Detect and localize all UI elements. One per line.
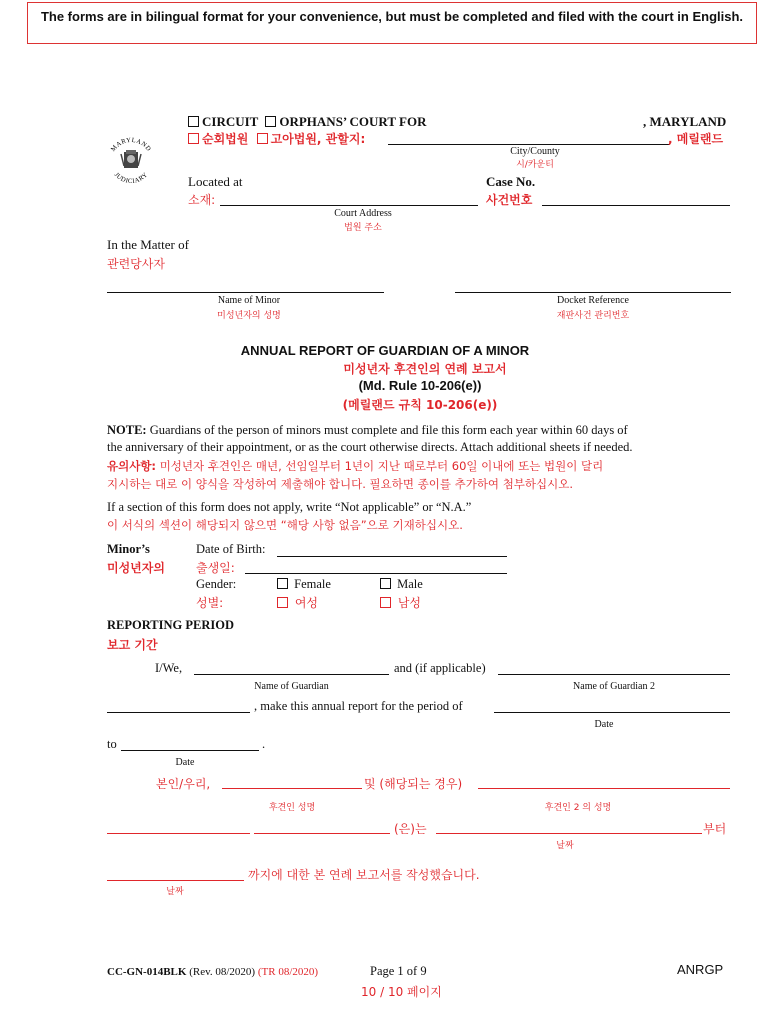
gender-label-ko: 성별: — [196, 596, 224, 610]
circuit-label-ko: 순회법원 — [202, 132, 249, 146]
period-end-date-caption-ko: 날짜 — [166, 887, 184, 897]
male-option[interactable] — [380, 577, 423, 592]
form-rule-ko: (메릴랜드 규칙 10-206(e)) — [342, 398, 498, 412]
name-of-minor-caption: Name of Minor — [217, 295, 281, 306]
to-label: to — [107, 737, 117, 751]
period-start-date-field-line-ko[interactable] — [436, 833, 702, 834]
orphans-court-checkbox[interactable] — [265, 116, 276, 127]
minors-label: Minor’s — [107, 542, 150, 556]
female-label-ko: 여성 — [294, 596, 319, 610]
docket-reference-field-line[interactable] — [455, 292, 731, 293]
male-option-ko[interactable] — [380, 594, 421, 611]
city-county-caption: City/County — [510, 146, 560, 157]
in-the-matter-label-ko: 관련당사자 — [107, 257, 165, 271]
period-end-date-field-line-ko[interactable] — [107, 880, 244, 881]
male-label: Male — [397, 577, 423, 591]
maryland-judiciary-seal-icon — [103, 132, 159, 188]
name-of-guardian-caption: Name of Guardian — [254, 681, 329, 692]
circuit-court-checkbox[interactable] — [188, 116, 199, 127]
county-field-line[interactable] — [388, 144, 670, 145]
female-checkbox[interactable] — [277, 578, 288, 589]
docket-reference-caption: Docket Reference — [557, 295, 629, 306]
note-text-1: Guardians of the person of minors must complete and file this form each year within 60 days of — [149, 423, 628, 437]
female-option-ko[interactable] — [277, 594, 318, 611]
seal-top-text: MARYLAND — [109, 136, 153, 153]
male-checkbox-ko[interactable] — [380, 597, 391, 608]
orphans-court-label-ko: 고아법원, 관할지: — [270, 132, 366, 146]
eun-label-ko: (은)는 — [394, 822, 427, 836]
located-at-label: Located at — [188, 174, 243, 189]
guardian2-signature-field-line-ko[interactable] — [254, 833, 390, 834]
form-revision: (Rev. 08/2020) — [189, 966, 256, 978]
dob-label-ko: 출생일: — [196, 561, 235, 575]
note-text-2-ko: 지시하는 대로 이 양식을 작성하여 제출해야 합니다. 필요하면 종이를 추가하여 첨부하십시오. — [107, 477, 574, 491]
female-label: Female — [294, 577, 331, 591]
page-number: Page 1 of 9 — [370, 964, 427, 978]
note-text-1-ko: 미성년자 후견인은 매년, 선임일부터 1년이 지난 때로부터 60일 이내에 또는 법원이 달리 — [159, 459, 604, 473]
name-of-minor-caption-ko: 미성년자의 성명 — [217, 311, 281, 321]
dob-label: Date of Birth: — [196, 542, 266, 556]
form-number: CC-GN-014BLK — [107, 966, 187, 978]
male-label-ko: 남성 — [397, 596, 422, 610]
form-title: ANNUAL REPORT OF GUARDIAN OF A MINOR — [240, 343, 530, 358]
and-if-applicable-label-ko: 및 (해당되는 경우) — [364, 777, 463, 791]
court-address-caption: Court Address — [334, 208, 392, 219]
female-option[interactable] — [277, 577, 331, 592]
name-of-guardian2-caption: Name of Guardian 2 — [573, 681, 655, 692]
maryland-label: , MARYLAND — [643, 114, 727, 129]
guardian-signature-field-line-ko[interactable] — [107, 833, 250, 834]
in-the-matter-label: In the Matter of — [107, 237, 189, 252]
court-type-row-ko — [188, 130, 365, 147]
from-label-ko: 부터 — [703, 822, 727, 836]
period-end-date-caption: Date — [175, 757, 195, 768]
note-line-1 — [107, 423, 628, 438]
note-text-2: the anniversary of their appointment, or as the court otherwise directs. Attach additional sheets if needed. — [107, 440, 633, 454]
guardian-signature-field-line[interactable] — [107, 712, 250, 713]
case-no-field-line[interactable] — [542, 205, 730, 206]
located-at-label-ko: 소재: — [188, 193, 216, 207]
form-rule: (Md. Rule 10-206(e)) — [358, 378, 482, 393]
dob-field-line-ko[interactable] — [245, 573, 507, 574]
form-translation-revision: (TR 08/2020) — [257, 966, 319, 978]
period-start-date-field-line[interactable] — [494, 712, 730, 713]
iwe-label-ko: 본인/우리, — [156, 777, 211, 791]
seal-bottom-text: JUDICIARY — [112, 171, 150, 186]
guardian2-name-field-line[interactable] — [498, 674, 730, 675]
period-start-date-caption: Date — [594, 719, 614, 730]
period-start-date-caption-ko: 날짜 — [556, 841, 574, 851]
reporting-period-heading: REPORTING PERIOD — [107, 618, 235, 632]
note-line-1-ko — [107, 458, 603, 474]
note-label-ko: 유의사항: — [107, 459, 157, 473]
name-of-guardian2-caption-ko: 후견인 2 의 성명 — [544, 803, 612, 813]
case-no-label: Case No. — [486, 174, 536, 189]
not-applicable-instruction-ko: 이 서식의 섹션이 해당되지 않으면 “해당 사항 없음”으로 기재하십시오. — [107, 518, 463, 532]
name-of-guardian-caption-ko: 후견인 성명 — [268, 803, 316, 813]
case-no-label-ko: 사건번호 — [486, 193, 533, 207]
court-address-caption-ko: 법원 주소 — [344, 223, 382, 233]
period-end-punctuation: . — [262, 737, 266, 751]
guardian-name-field-line[interactable] — [194, 674, 389, 675]
until-text-ko: 까지에 대한 본 연례 보고서를 작성했습니다. — [248, 868, 480, 882]
minor-name-field-line[interactable] — [107, 292, 384, 293]
orphans-court-label: ORPHANS’ COURT FOR — [279, 114, 427, 129]
female-checkbox-ko[interactable] — [277, 597, 288, 608]
page-number-ko: 10 / 10 페이지 — [361, 985, 442, 999]
svg-text:JUDICIARY — [113, 171, 150, 185]
and-if-applicable-label: and (if applicable) — [394, 661, 486, 675]
reporting-period-heading-ko: 보고 기간 — [107, 638, 158, 652]
not-applicable-instruction: If a section of this form does not apply, write “Not applicable” or “N.A.” — [107, 500, 472, 514]
period-end-date-field-line[interactable] — [121, 750, 259, 751]
minors-label-ko: 미성년자의 — [107, 561, 165, 575]
court-type-row — [188, 114, 426, 130]
court-address-field-line[interactable] — [220, 205, 478, 206]
bilingual-notice-text: The forms are in bilingual format for your convenience, but must be completed and filed with the court in English. — [40, 9, 744, 24]
iwe-label: I/We, — [155, 661, 183, 675]
bilingual-notice-box — [27, 2, 757, 44]
maryland-label-ko: , 메릴랜드 — [668, 132, 724, 146]
city-county-caption-ko: 시/카운티 — [516, 160, 554, 170]
guardian-name-field-line-ko[interactable] — [222, 788, 362, 789]
circuit-court-checkbox-ko[interactable] — [188, 133, 199, 144]
orphans-court-checkbox-ko[interactable] — [257, 133, 268, 144]
guardian2-name-field-line-ko[interactable] — [478, 788, 730, 789]
dob-field-line[interactable] — [277, 556, 507, 557]
male-checkbox[interactable] — [380, 578, 391, 589]
circuit-label: CIRCUIT — [202, 114, 259, 129]
footer-form-number — [107, 966, 318, 978]
gender-label: Gender: — [196, 577, 237, 591]
docket-reference-caption-ko: 재판사건 관리번호 — [556, 311, 630, 321]
form-title-ko: 미성년자 후견인의 연례 보고서 — [343, 362, 507, 376]
note-label: NOTE: — [107, 423, 147, 437]
form-code: ANRGP — [677, 962, 724, 977]
make-report-text: , make this annual report for the period of — [254, 699, 463, 713]
